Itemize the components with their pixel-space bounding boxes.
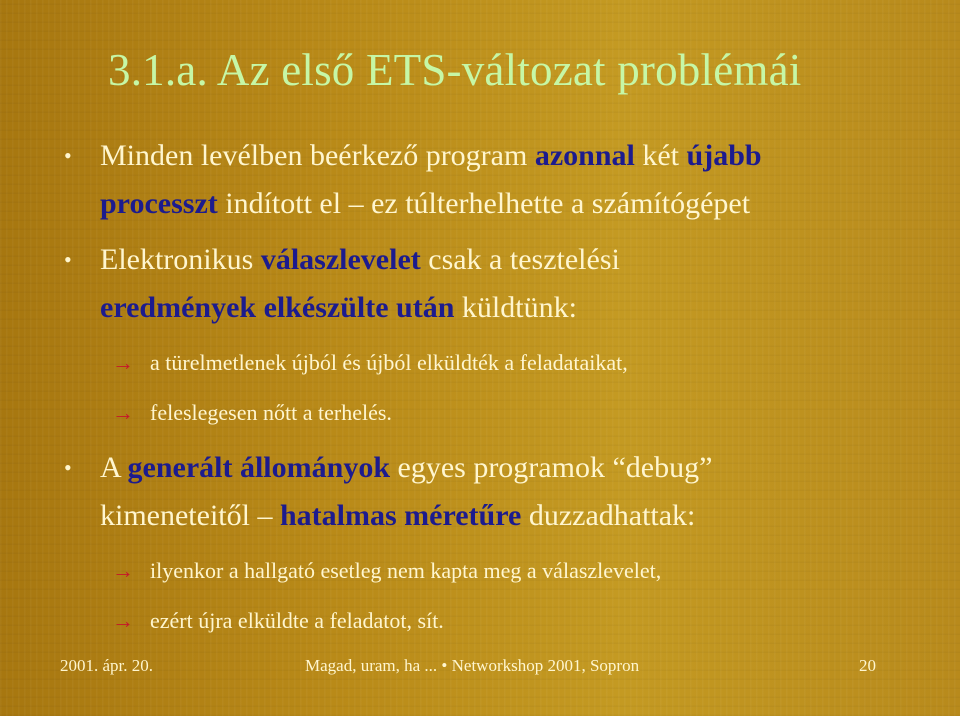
bullet-highlight: újabb <box>686 139 762 172</box>
bullet-dot-icon: • <box>64 247 72 272</box>
bullet-text: A <box>100 451 128 484</box>
bullet-text: csak a tesztelési <box>420 243 620 276</box>
bullet-highlight: válaszlevelet <box>260 243 421 276</box>
bullet-item <box>64 444 924 540</box>
bullet-dot-icon: • <box>64 455 72 480</box>
bullet-highlight: eredmények elkészülte után <box>100 291 455 324</box>
sub-item <box>64 596 924 646</box>
sub-item <box>64 338 924 388</box>
bullet-line <box>100 492 924 540</box>
bullet-text: kimeneteitől – <box>100 499 280 532</box>
sub-text: feleslegesen nőtt a terhelés. <box>150 400 392 425</box>
slide-body <box>64 132 924 646</box>
bullet-text: indított el – ez túlterhelhette a számítógépet <box>217 187 751 220</box>
bullet-highlight: azonnal <box>534 139 635 172</box>
bullet-item <box>64 236 924 332</box>
bullet-dot-icon: • <box>64 143 72 168</box>
bullet-text: duzzadhattak: <box>521 499 696 532</box>
arrow-right-icon: → <box>112 400 134 425</box>
bullet-line <box>100 284 924 332</box>
arrow-right-icon: → <box>112 558 134 583</box>
bullet-text: küldtünk: <box>454 291 577 324</box>
slide-footer <box>0 652 960 682</box>
sub-text: ilyenkor a hallgató esetleg nem kapta meg a válaszlevelet, <box>150 558 662 583</box>
footer-date: 2001. ápr. 20. <box>60 656 154 675</box>
bullet-highlight: generált állományok <box>127 451 391 484</box>
sub-item <box>64 388 924 438</box>
arrow-right-icon: → <box>112 350 134 375</box>
slide-title: 3.1.a. Az első ETS-változat problémái <box>108 45 802 95</box>
arrow-right-icon: → <box>112 608 134 633</box>
bullet-item <box>64 132 924 228</box>
bullet-text: két <box>634 139 687 172</box>
footer-center: Magad, uram, ha ... • Networkshop 2001, Sopron <box>305 656 640 675</box>
sub-text: a türelmetlenek újból és újból elküldték a feladataikat, <box>150 350 628 375</box>
bullet-text: Minden levélben beérkező program <box>100 139 535 172</box>
sub-text: ezért újra elküldte a feladatot, sít. <box>150 608 444 633</box>
bullet-highlight: hatalmas méretűre <box>279 499 522 532</box>
bullet-text: egyes programok “debug” <box>390 451 713 484</box>
bullet-line <box>100 132 924 180</box>
bullet-highlight: processzt <box>100 187 218 220</box>
sub-item <box>64 546 924 596</box>
bullet-text: Elektronikus <box>100 243 261 276</box>
bullet-line <box>100 444 924 492</box>
page-number: 20 <box>859 656 876 675</box>
bullet-line <box>100 236 924 284</box>
bullet-line <box>100 180 924 228</box>
